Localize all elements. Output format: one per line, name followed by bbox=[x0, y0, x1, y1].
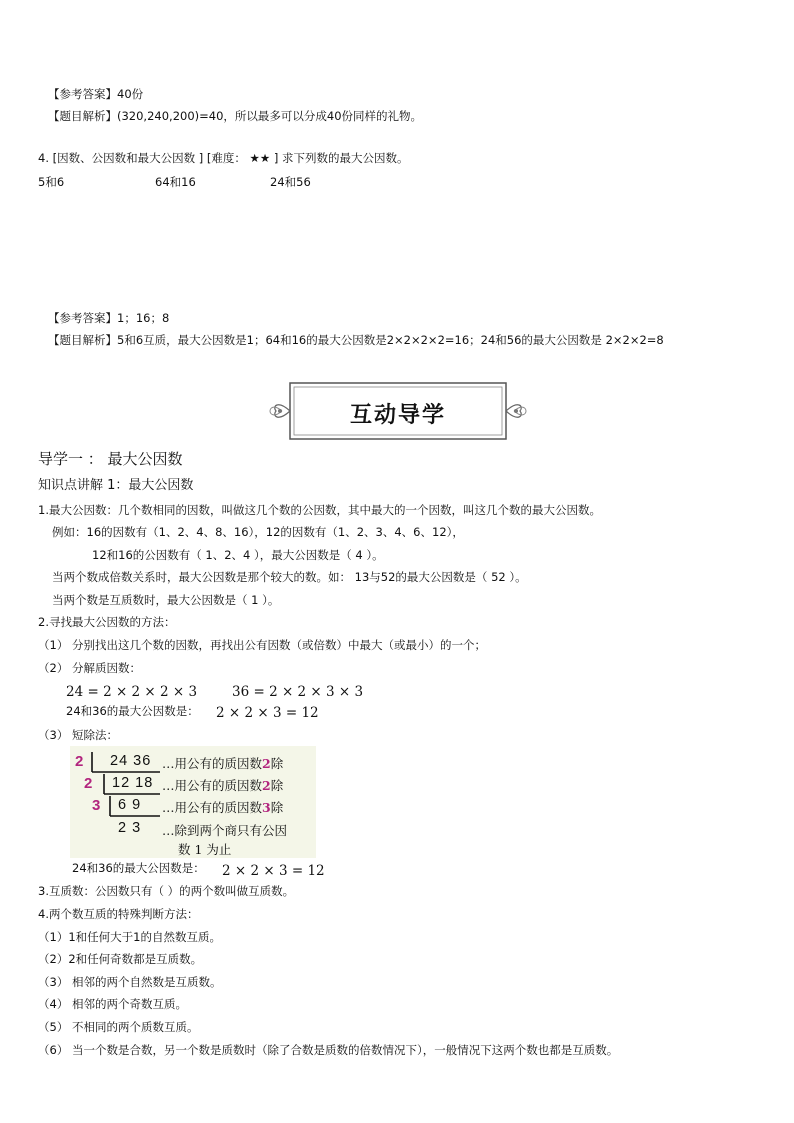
method-2: （2） 分解质因数： bbox=[38, 661, 141, 675]
banner-title: 互动导学 bbox=[349, 402, 446, 428]
division-note-4: …除到两个商只有公因 bbox=[162, 823, 288, 838]
method-1: （1） 分别找出这几个数的因数，再找出公有因数（或倍数）中最大（或最小）的一个； bbox=[38, 638, 486, 652]
q4-item-1: 5和6 bbox=[38, 175, 65, 189]
section-heading: 导学一 ： 最大公因数 bbox=[38, 450, 183, 468]
divisor-2: 2 bbox=[84, 775, 93, 792]
division-note-2: …用公有的质因数2除 bbox=[162, 778, 284, 793]
example-4: 当两个数是互质数时，最大公因数是（ 1 ）。 bbox=[52, 593, 280, 607]
rule-4: （4） 相邻的两个奇数互质。 bbox=[38, 997, 187, 1011]
q4-analysis: 【题目解析】5和6互质，最大公因数是1；64和16的最大公因数是2×2×2×2=16；24和56的最大公因数是 2×2×2=8 bbox=[48, 333, 664, 347]
divisor-1: 2 bbox=[75, 753, 84, 770]
para-4: 4.两个数互质的特殊判断方法： bbox=[38, 907, 199, 921]
section-banner bbox=[268, 380, 528, 442]
division-note-5: 数 1 为止 bbox=[178, 842, 232, 857]
example-1: 例如：16的因数有（1、2、4、8、16），12的因数有（1、2、3、4、6、12）， bbox=[52, 525, 464, 539]
rule-3: （3） 相邻的两个自然数是互质数。 bbox=[38, 975, 222, 989]
para-3: 3.互质数：公因数只有（ ）的两个数叫做互质数。 bbox=[38, 884, 295, 898]
equation-36: 36 = 2 × 2 × 3 × 3 bbox=[232, 684, 364, 700]
equation-24: 24 = 2 × 2 × 2 × 3 bbox=[66, 684, 198, 700]
rule-6: （6） 当一个数是合数，另一个数是质数时（除了合数是质数的倍数情况下），一般情况下这两个数也都是互质数。 bbox=[38, 1043, 619, 1057]
gcd-label: 24和36的最大公因数是： bbox=[66, 704, 199, 718]
q4-answer: 【参考答案】1；16；8 bbox=[48, 311, 170, 325]
rule-5: （5） 不相同的两个质数互质。 bbox=[38, 1020, 199, 1034]
q3-analysis: 【题目解析】(320,240,200)=40，所以最多可以分成40份同样的礼物。 bbox=[48, 109, 423, 123]
para-1: 1.最大公因数：几个数相同的因数，叫做这几个数的公因数，其中最大的一个因数，叫这几个数的最大公因数。 bbox=[38, 503, 601, 517]
example-3: 当两个数成倍数关系时，最大公因数是那个较大的数。如： 13与52的最大公因数是（ 52 ）。 bbox=[52, 570, 527, 584]
division-note-1: …用公有的质因数2除 bbox=[162, 756, 284, 771]
gcd-equation-2: 2 × 2 × 3 = 12 bbox=[222, 863, 325, 879]
q4-item-3: 24和56 bbox=[270, 175, 311, 189]
gcd-label-2: 24和36的最大公因数是： bbox=[72, 861, 205, 875]
divisor-3: 3 bbox=[92, 797, 101, 814]
division-row-2: 12 18 bbox=[112, 775, 154, 791]
division-row-3: 6 9 bbox=[118, 797, 142, 813]
q4-item-2: 64和16 bbox=[155, 175, 196, 189]
rule-2: （2）2和任何奇数都是互质数。 bbox=[38, 952, 203, 966]
q3-answer: 【参考答案】40份 bbox=[48, 87, 144, 101]
short-division-figure bbox=[70, 746, 316, 858]
example-2: 12和16的公因数有（ 1、2、4 ），最大公因数是（ 4 ）。 bbox=[92, 548, 384, 562]
method-3: （3） 短除法： bbox=[38, 728, 118, 742]
section-subheading: 知识点讲解 1：最大公因数 bbox=[38, 478, 194, 493]
division-note-3: …用公有的质因数3除 bbox=[162, 800, 284, 815]
para-2: 2.寻找最大公因数的方法： bbox=[38, 615, 176, 629]
gcd-equation: 2 × 2 × 3 = 12 bbox=[216, 705, 319, 721]
rule-1: （1）1和任何大于1的自然数互质。 bbox=[38, 930, 221, 944]
division-row-4: 2 3 bbox=[118, 820, 142, 836]
division-row-1: 24 36 bbox=[110, 753, 152, 769]
q4-title: 4. [因数、公因数和最大公因数 ] [难度： ★★ ] 求下列数的最大公因数。 bbox=[38, 151, 409, 165]
